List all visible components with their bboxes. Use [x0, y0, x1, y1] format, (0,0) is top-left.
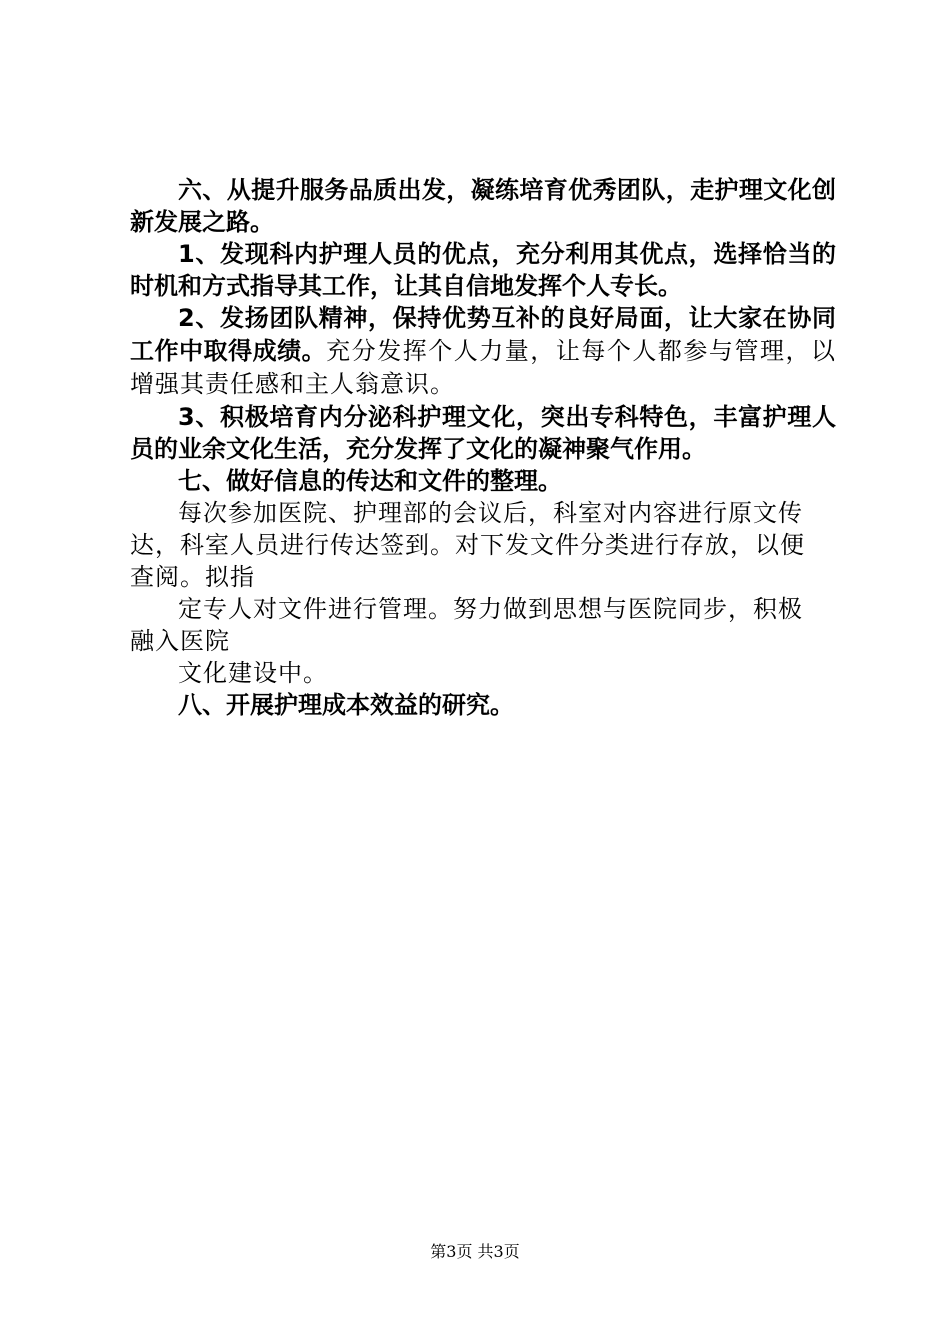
item-two-light-text: 充分发挥个人力量，让每个人都参与管理，以增强其责任感和主人翁意识。	[130, 337, 837, 398]
item-two-bold-text: 2、发扬团队精神，保持优势互补的良好局面，让大家在协同工作中取得成绩。	[130, 304, 836, 365]
section-six-heading: 六、从提升服务品质出发，凝练培育优秀团队，走护理文化创新发展之路。	[130, 176, 836, 236]
culture-building-paragraph: 文化建设中。	[178, 659, 328, 687]
file-management-paragraph	[130, 593, 836, 657]
section-seven-heading: 七、做好信息的传达和文件的整理。	[178, 467, 562, 495]
item-two-paragraph	[130, 302, 836, 401]
file-management-line-2: 融入医院	[130, 627, 230, 655]
page-number-footer: 第3页 共3页	[430, 1242, 520, 1261]
document-body	[130, 174, 836, 721]
meeting-line-3: 查阅。拟指	[130, 563, 255, 591]
meeting-line-2: 达，科室人员进行传达签到。对下发文件分类进行存放，以便	[130, 531, 805, 559]
item-three-paragraph: 3、积极培育内分泌科护理文化，突出专科特色，丰富护理人员的业余文化生活，充分发挥了文化的凝神聚气作用。	[130, 403, 836, 463]
file-management-line-1: 定专人对文件进行管理。努力做到思想与医院同步，积极	[178, 595, 803, 623]
item-one-paragraph: 1、发现科内护理人员的优点，充分利用其优点，选择恰当的时机和方式指导其工作，让其自信地发挥个人专长。	[130, 240, 836, 300]
section-eight-heading: 八、开展护理成本效益的研究。	[178, 691, 514, 719]
meeting-line-1: 每次参加医院、护理部的会议后，科室对内容进行原文传	[178, 499, 803, 527]
meeting-paragraph	[130, 497, 836, 593]
